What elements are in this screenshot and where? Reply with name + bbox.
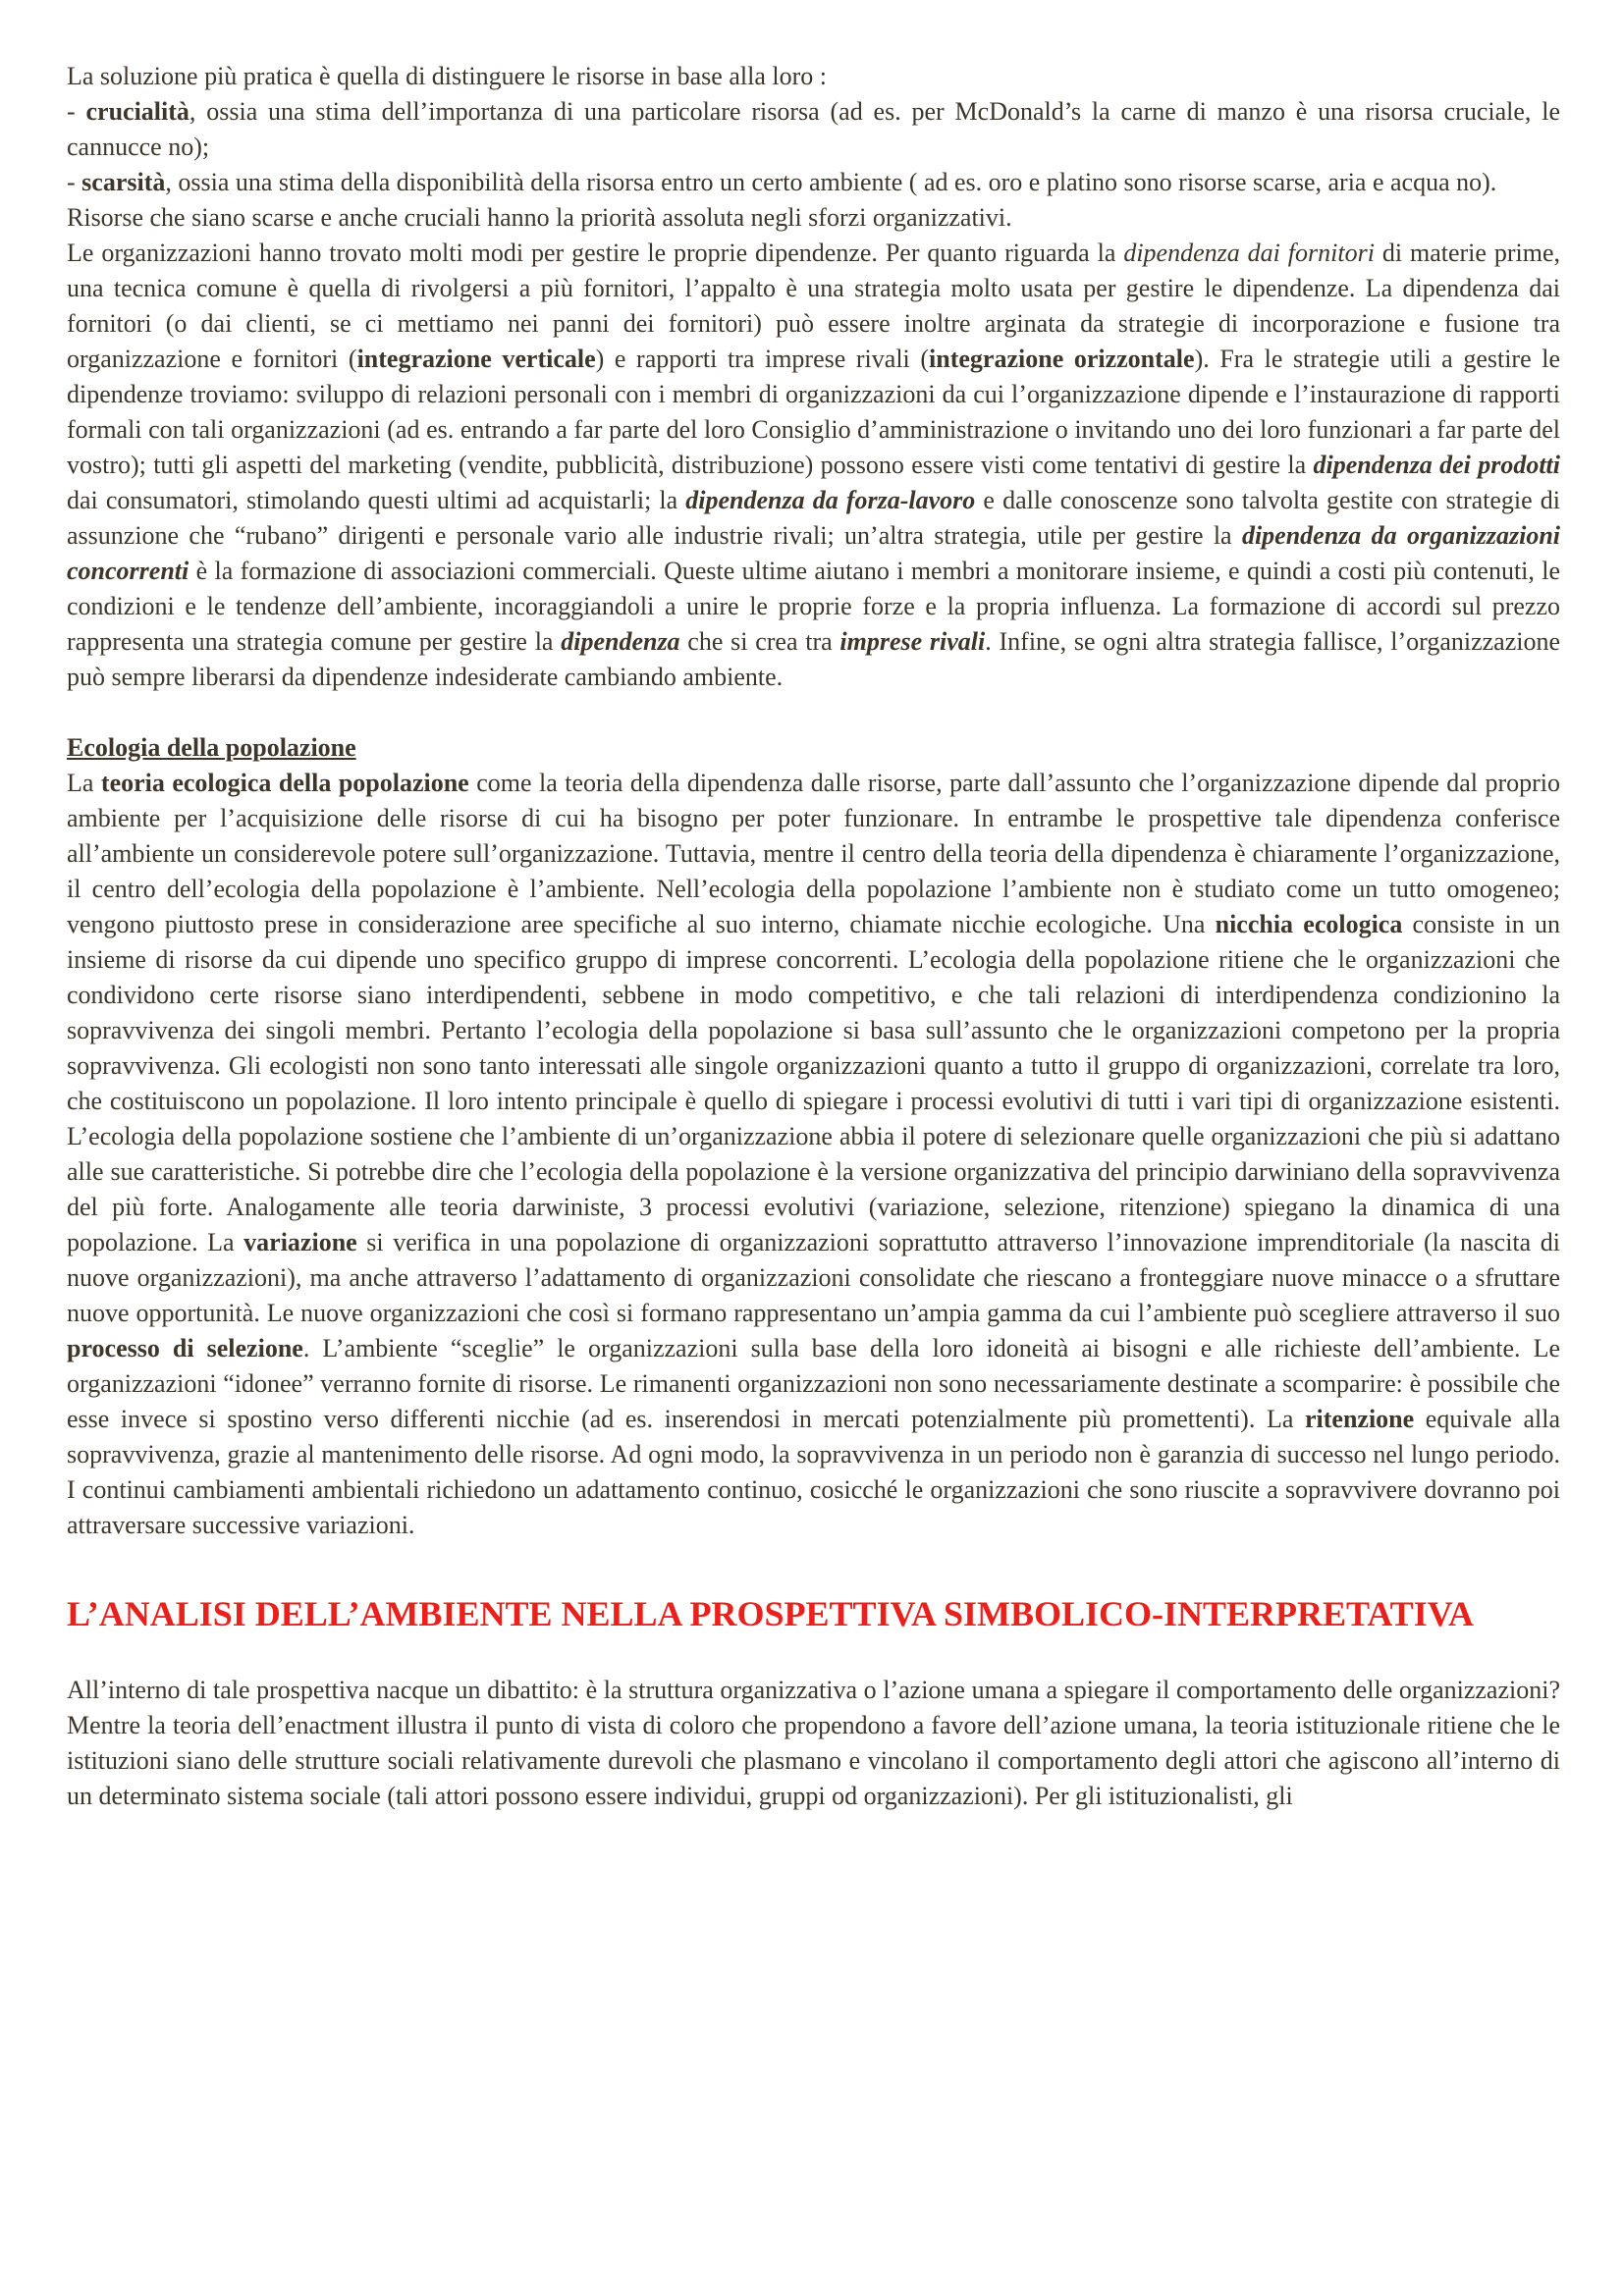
paragraph-priorita [67,200,1560,236]
paragraph-dibattito-enactment [67,1673,1560,1814]
text-run: dipendenza dei prodotti [1313,451,1560,479]
text-run: Le organizzazioni hanno trovato molti modi per gestire le proprie dipendenze. Per quanto riguarda la [67,239,1124,267]
heading-ecologia-popolazione [67,730,1560,766]
text-run: imprese rivali [839,627,986,656]
text-run: dipendenza dai fornitori [1123,239,1375,267]
text-run: ). Fra le strategie utili a gestire le dipendenze troviamo: sviluppo di relazioni personali con i membri di organizzazioni da cui l’organizzazione dipende e l’instaurazione di rapporti formali con tali organizzazioni (ad es. entrando a far parte del loro Consiglio d’amministrazione o invitando uno dei loro funzionari a far parte del vostro); tutti gli aspetti del marketing (vendite, pubblicità, distribuzione) possono essere visti come tentativi di gestire la [67,345,1560,479]
bullet-scarsita [67,165,1560,200]
text-run: dai consumatori, stimolando questi ultimi ad acquistarli; la [67,486,686,514]
text-run: dipendenza da organizzazioni concorrenti [67,521,1561,585]
text-run: La soluzione più pratica è quella di distinguere le risorse in base alla loro : [67,62,827,90]
intro-line [67,59,1560,94]
text-run: scarsità [81,168,166,196]
text-run: L’ANALISI DELL’AMBIENTE NELLA PROSPETTIVA SIMBOLICO-INTERPRETATIVA [67,1594,1475,1633]
text-run: variazione [243,1228,357,1256]
text-run: consiste in un insieme di risorse da cui dipende uno specifico gruppo di imprese concorrenti. L’ecologia della popolazione ritiene che le organizzazioni che condividono certe risorse siano interdipendenti, sebbene in modo competitivo, e che tali relazioni di interdipendenza condizionino la sopravvivenza dei singoli membri. Pertanto l’ecologia della popolazione si basa sull’assunto che le organizzazioni competono per la propria sopravvivenza. Gli ecologisti non sono tanto interessati alle singole organizzazioni quanto a tutto il gruppo di organizzazioni, correlate tra loro, che costituiscono un popolazione. Il loro intento principale è quello di spiegare i processi evolutivi di tutti i vari tipi di organizzazione esistenti. L’ecologia della popolazione sostiene che l’ambiente di un’organizzazione abbia il potere di selezionare quelle organizzazioni che più si adattano alle sue caratteristiche. Si potrebbe dire che l’ecologia della popolazione è la versione organizzativa del principio darwiniano della sopravvivenza del più forte. Analogamente alle teoria darwiniste, 3 processi evolutivi (variazione, selezione, ritenzione) spiegano la dinamica di una popolazione. La [67,910,1560,1256]
text-run: Ecologia della popolazione [67,733,356,762]
text-run: di materie prime, una tecnica comune è quella di rivolgersi a più fornitori, l’appalto è una strategia molto usata per gestire le dipendenze. La dipendenza dai fornitori (o dai clienti, se ci mettiamo nei panni dei fornitori) può essere inoltre arginata da strategie di incorporazione e fusione tra organizzazione e fornitori ( [67,239,1561,373]
text-run: processo di selezione [67,1334,303,1362]
paragraph-ecologia-popolazione [67,766,1560,1543]
text-run: è la formazione di associazioni commerciali. Queste ultime aiutano i membri a monitorare insieme, e quindi a costi più contenuti, le condizioni e le tendenze dell’ambiente, incoraggiandoli a unire le proprie forze e la propria influenza. La formazione di accordi sul prezzo rappresenta una strategia comune per gestire la [67,557,1560,656]
document-content [67,59,1560,1814]
text-run: dipendenza [561,627,680,656]
text-run: crucialità [85,97,189,126]
text-run: ritenzione [1304,1405,1415,1433]
text-run: ) e rapporti tra imprese rivali ( [595,345,930,373]
text-run: . Infine, se ogni altra strategia fallisce, l’organizzazione può sempre liberarsi da dipendenze indesiderate cambiando ambiente. [67,627,1561,691]
text-run: che si crea tra [679,627,840,656]
text-run: integrazione orizzontale [929,345,1195,373]
text-run: integrazione verticale [356,345,596,373]
paragraph-gestione-dipendenze [67,236,1560,695]
text-run: All’interno di tale prospettiva nacque un dibattito: è la struttura organizzativa o l’azione umana a spiegare il comportamento delle organizzazioni? Mentre la teoria dell’enactment illustra il punto di vista di coloro che propendono a favore dell’azione umana, la teoria istituzionale ritiene che le istituzioni siano delle strutture sociali relativamente durevoli che plasmano e vincolano il comportamento degli attori che agiscono all’interno di un determinato sistema sociale (tali attori possono essere individui, gruppi od organizzazioni). Per gli istituzionalisti, gli [67,1676,1560,1810]
text-run: . L’ambiente “sceglie” le organizzazioni sulla base della loro idoneità ai bisogni e alle richieste dell’ambiente. Le organizzazioni “idonee” verranno fornite di risorse. Le rimanenti organizzazioni non sono necessariamente destinate a scomparire: è possibile che esse invece si spostino verso differenti nicchie (ad es. inserendosi in mercati potenzialmente più promettenti). La [67,1334,1560,1433]
text-run: teoria ecologica della popolazione [100,769,469,797]
text-run: equivale alla sopravvivenza, grazie al mantenimento delle risorse. Ad ogni modo, la sopravvivenza in un periodo non è garanzia di successo nel lungo periodo. I continui cambiamenti ambientali richiedono un adattamento continuo, cosicché le organizzazioni che sono riuscite a sopravvivere dovranno poi attraversare successive variazioni. [67,1405,1560,1539]
text-run: - [67,168,82,196]
text-run: nicchia ecologica [1215,910,1403,938]
text-run: , ossia una stima della disponibilità della risorsa entro un certo ambiente ( ad es. oro e platino sono risorse scarse, aria e acqua no). [165,168,1497,196]
text-run: dipendenza da forza-lavoro [685,486,976,514]
text-run: - [67,97,86,126]
text-run: , ossia una stima dell’importanza di una particolare risorsa (ad es. per McDonald’s la carne di manzo è una risorsa cruciale, le cannucce no); [67,97,1560,161]
text-run: La [67,769,101,797]
text-run: si verifica in una popolazione di organizzazioni soprattutto attraverso l’innovazione imprenditoriale (la nascita di nuove organizzazioni), ma anche attraverso l’adattamento di organizzazioni consolidate che riescano a fronteggiare nuove minacce o a sfruttare nuove opportunità. Le nuove organizzazioni che così si formano rappresentano un’ampia gamma da cui l’ambiente può scegliere attraverso il suo [67,1228,1560,1327]
text-run: e dalle conoscenze sono talvolta gestite con strategie di assunzione che “rubano” dirigenti e personale vario alle industrie rivali; un’altra strategia, utile per gestire la [67,486,1561,550]
heading-prospettiva-simbolico-interpretativa [67,1592,1560,1635]
bullet-crucialita [67,94,1560,165]
text-run: Risorse che siano scarse e anche cruciali hanno la priorità assoluta negli sforzi organizzativi. [67,203,1012,232]
text-run: come la teoria della dipendenza dalle risorse, parte dall’assunto che l’organizzazione dipende dal proprio ambiente per l’acquisizione delle risorse di cui ha bisogno per poter funzionare. In entrambe le prospettive tale dipendenza conferisce all’ambiente un considerevole potere sull’organizzazione. Tuttavia, mentre il centro della teoria della dipendenza è chiaramente l’organizzazione, il centro dell’ecologia della popolazione è l’ambiente. Nell’ecologia della popolazione l’ambiente non è studiato come un tutto omogeneo; vengono piuttosto prese in considerazione aree specifiche al suo interno, chiamate nicchie ecologiche. Una [67,769,1561,938]
